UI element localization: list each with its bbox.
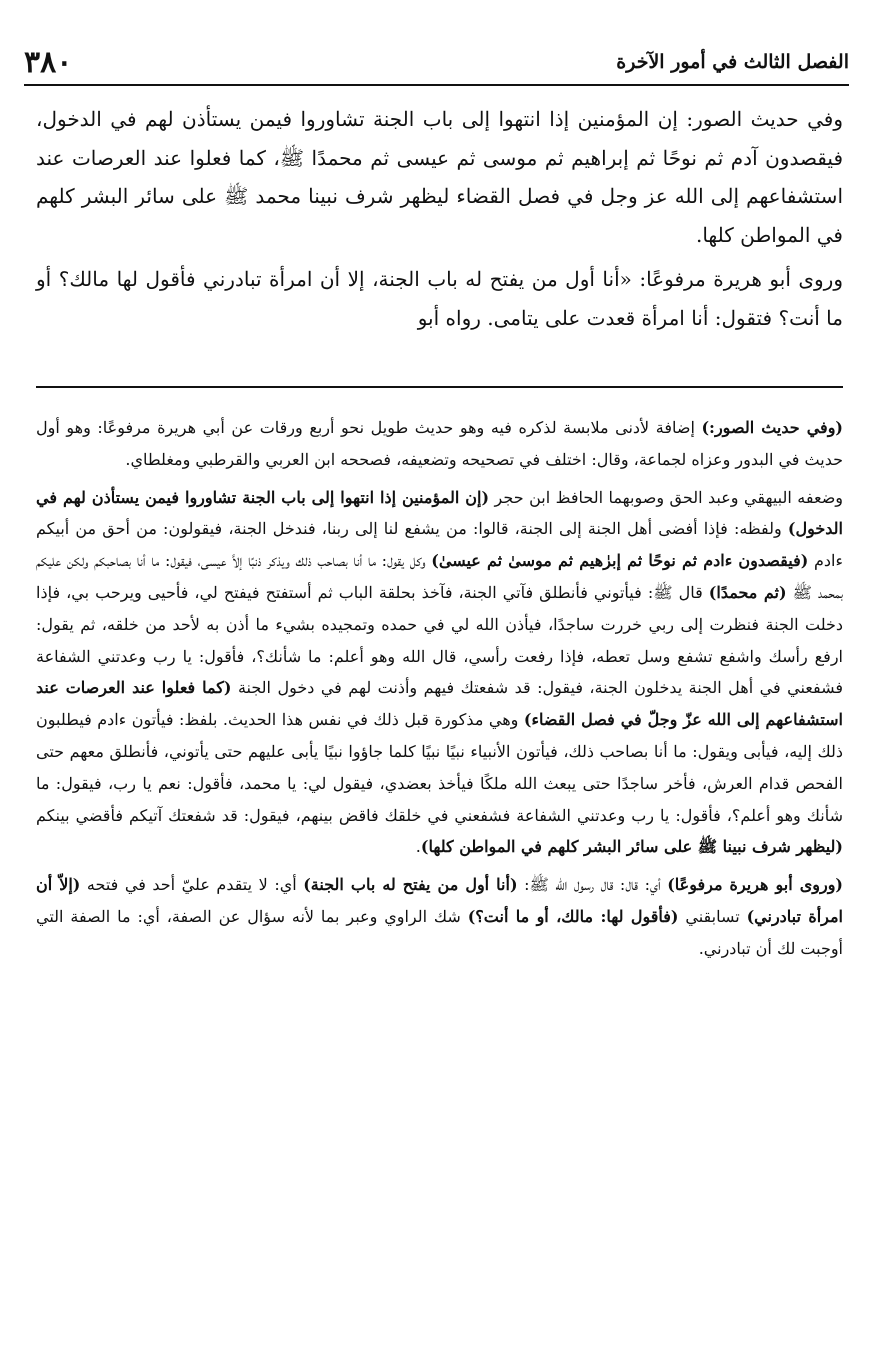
- quoted-text: (وفي حديث الصور:): [701, 418, 843, 437]
- quoted-text: (إلاّ أن امرأة تبادرني): [36, 875, 844, 926]
- main-paragraph: وفي حديث الصور: إن المؤمنين إذا انتهوا إلى باب الجنة تشاوروا فيمن يستأذن لهم في الدخول، فيقصدون آدم ثم نوحًا ثم إبراهيم ثم موسى ثم عيسى ثم محمدًا ﷺ، كما فعلوا عند العرصات عند استشفاعهم إلى الله عز وجل في فصل القضاء ليظهر شرف نبينا محمد ﷺ على سائر البشر كلهم في المواطن كلها.: [36, 107, 843, 247]
- commentary-notes: [36, 412, 843, 965]
- page-header: [24, 40, 849, 86]
- quoted-text: (كما فعلوا عند العرصات عند استشفاعهم إلى الله عزّ وجلّ في فصل القضاء): [36, 678, 844, 730]
- note-text: أي: قال: قال رسول الله ﷺ:: [517, 875, 668, 895]
- note-text: وهي مذكورة قبل ذلك في نفس هذا الحديث. بلفظ: فيأتون ءادم فيطلبون ذلك إليه، فيأبى ويقول: ما أنا بصاحب ذلك، فيأتون الأنبياء نبيًا نبيًا كلما جاؤوا نبيًا يأبى عليهم حتى يأتوني، فأنطلق معهم حتى الفحص قدام العرش، فأخر ساجدًا حتى يبعث الله ملكًا فيأخذ بعضدي، فيقول لي: يا محمد، فأقول: نعم يا رب، فيقول: ما شأنك وهو أعلم؟، فأقول: يا رب وعدتني الشفاعة فشفعني في خلقك فاقض بينهم، فيقول: قد شفعتك آتيكم فأقضي بينكم: [36, 710, 844, 825]
- quoted-text: (ثم محمدًا): [708, 582, 787, 602]
- quoted-text: (أنا أول من يفتح له باب الجنة): [303, 875, 518, 895]
- page-number: ٣٨٠: [24, 44, 73, 80]
- note-text: وكل يقول: ما أنا بصاحب ذلك ويذكر ذنبًا إلاَّ عيسى، فيقول: ما أنا بصاحبكم ولكن عليكم بمحمد ﷺ: [36, 551, 843, 602]
- quoted-text: (إن المؤمنين إذا انتهوا إلى باب الجنة تشاوروا فيمن يستأذن لهم في الدخول): [36, 487, 843, 539]
- quoted-text: (وروى أبو هريرة مرفوعًا): [667, 875, 843, 895]
- main-text: [36, 100, 843, 337]
- quoted-text: (ليظهر شرف نبينا ﷺ على سائر البشر كلهم في المواطن كلها): [420, 837, 843, 857]
- main-paragraph: وروى أبو هريرة مرفوعًا: «أنا أول من يفتح له باب الجنة، إلا أن امرأة تبادرني فأقول لها مالك؟ أو ما أنت؟ فتقول: أنا امرأة قعدت على يتامى. رواه أبو: [36, 267, 843, 330]
- note-text: وضعفه البيهقي وعبد الحق وصوبهما الحافظ ابن حجر: [489, 487, 844, 507]
- note-paragraph: [36, 869, 843, 964]
- running-title: الفصل الثالث في أمور الآخرة: [616, 51, 849, 73]
- note-text: أي: لا يتقدم عليّ أحد في فتحه: [80, 875, 304, 895]
- note-text: إضافة لأدنى ملابسة لذكره فيه وهو حديث طويل نحو أربع ورقات عن أبي هريرة مرفوعًا: وهو أول حديث في البدور وعزاه لجماعة، وقال: اختلف في تصحيحه وتضعيفه، فصححه ابن العربي والقرطبي ومغلطاي.: [36, 418, 843, 469]
- note-text: قال ﷺ: فيأتوني فأنطلق فآتي الجنة، فآخذ بحلقة الباب ثم أستفتح فيفتح لي، فأحيى ويرحب بي، فإذا دخلت الجنة فنظرت إلى ربي خررت ساجدًا، فيأذن الله لي في حمده وتمجيده بشيء ما أذن به لأحد من خلقه، ثم يقول: ارفع رأسك واشفع تشفع وسل تعطه، فإذا رفعت رأسي، قال الله وهو أعلم: ما شأنك؟، فأقول: يا رب وعدتني الشفاعة فشفعني في أهل الجنة يدخلون الجنة، فيقول: قد شفعتك فيهم وأذنت لهم في دخول الجنة: [36, 582, 844, 698]
- note-text: تسابقني: [678, 906, 747, 926]
- quoted-text: (فأقول لها: مالك، أو ما أنت؟): [467, 906, 679, 926]
- quoted-text: (فيقصدون ءادم ثم نوحًا ثم إبرٰهيم ثم موسىٰ ثم عيسىٰ): [431, 551, 809, 571]
- note-text: ولفظه: فإذا أفضى أهل الجنة إلى الجنة، قالوا: من يشفع لنا إلى ربنا، فندخل الجنة، فيقولون: من أحق من أبيكم ءادم: [36, 519, 843, 571]
- note-text: .: [415, 837, 421, 857]
- note-paragraph: [36, 482, 843, 864]
- note-text: شك الراوي وعبر بما لأنه سؤال عن الصفة، أي: ما الصفة التي أوجبت لك أن تبادرني.: [36, 906, 843, 958]
- note-paragraph: [36, 412, 843, 476]
- footnote-separator: [36, 386, 843, 388]
